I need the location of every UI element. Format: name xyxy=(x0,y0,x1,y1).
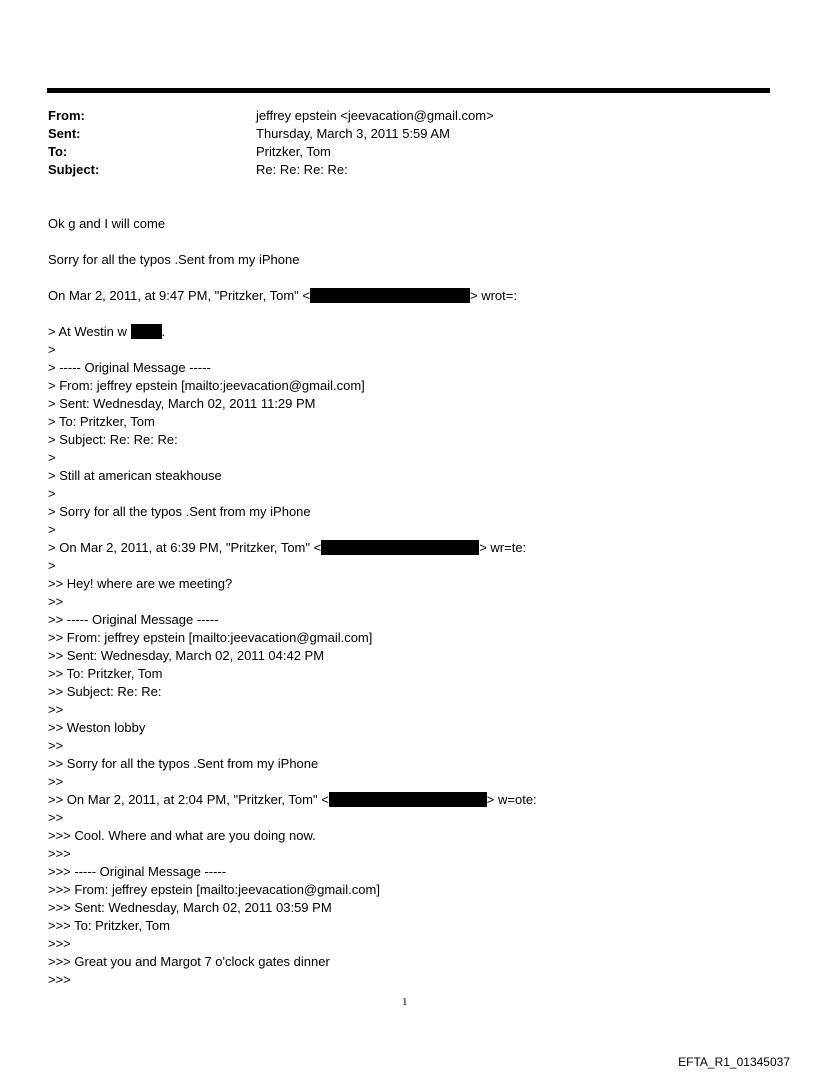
body-line: >> Weston lobby xyxy=(48,720,146,735)
body-line: >> Sent: Wednesday, March 02, 2011 04:42 PM xyxy=(48,648,325,663)
body-line: > xyxy=(48,450,56,465)
body-line: > To: Pritzker, Tom xyxy=(48,414,155,429)
body-line: > xyxy=(48,522,56,537)
body-line: Ok g and I will come xyxy=(48,216,166,231)
subject-label: Subject: xyxy=(48,162,100,177)
quote-attribution-line xyxy=(48,287,517,305)
bates-number: EFTA_R1_01345037 xyxy=(678,1055,790,1069)
body-line: >>> To: Pritzker, Tom xyxy=(48,918,170,933)
body-line: >>> xyxy=(48,972,71,987)
body-line: > xyxy=(48,342,56,357)
body-line: > Still at american steakhouse xyxy=(48,468,222,483)
body-line: > Subject: Re: Re: Re: xyxy=(48,432,178,447)
body-line: >> xyxy=(48,702,64,717)
body-line: >> xyxy=(48,738,64,753)
body-line: >>> From: jeffrey epstein [mailto:jeevacation@gmail.com] xyxy=(48,882,380,897)
redaction-block xyxy=(131,324,162,339)
attribution-text: On Mar 2, 2011, at 9:47 PM, "Pritzker, Tom" < xyxy=(48,288,310,303)
body-line: >> xyxy=(48,594,64,609)
body-text: . xyxy=(161,324,166,339)
body-line: >> To: Pritzker, Tom xyxy=(48,666,163,681)
quote-attribution-line xyxy=(48,539,526,557)
body-line: >>> Great you and Margot 7 o'clock gates dinner xyxy=(48,954,330,969)
body-line: >>> ----- Original Message ----- xyxy=(48,864,227,879)
quote-attribution-line xyxy=(48,791,537,809)
body-line: >>> xyxy=(48,846,71,861)
from-label: From: xyxy=(48,108,85,123)
body-line: >> From: jeffrey epstein [mailto:jeevacation@gmail.com] xyxy=(48,630,373,645)
body-line: >> ----- Original Message ----- xyxy=(48,612,219,627)
body-line: > Sent: Wednesday, March 02, 2011 11:29 PM xyxy=(48,396,316,411)
attribution-text: > w=ote: xyxy=(486,792,537,807)
to-value: Pritzker, Tom xyxy=(256,144,331,159)
body-line: >> xyxy=(48,774,64,789)
body-line: >>> Sent: Wednesday, March 02, 2011 03:59 PM xyxy=(48,900,332,915)
body-line: >> Sorry for all the typos .Sent from my iPhone xyxy=(48,756,319,771)
body-line: >> xyxy=(48,810,64,825)
body-line: >> Subject: Re: Re: xyxy=(48,684,162,699)
redaction-block xyxy=(310,288,470,303)
attribution-text: > On Mar 2, 2011, at 6:39 PM, "Pritzker, Tom" < xyxy=(48,540,322,555)
sent-label: Sent: xyxy=(48,126,81,141)
page-number: 1 xyxy=(402,996,408,1008)
sent-value: Thursday, March 3, 2011 5:59 AM xyxy=(256,126,450,141)
redaction-block xyxy=(321,540,479,555)
attribution-text: >> On Mar 2, 2011, at 2:04 PM, "Pritzker, Tom" < xyxy=(48,792,329,807)
subject-value: Re: Re: Re: Re: xyxy=(256,162,348,177)
attribution-text: > wrot=: xyxy=(470,288,517,303)
body-line: > From: jeffrey epstein [mailto:jeevacation@gmail.com] xyxy=(48,378,365,393)
body-line: >> Hey! where are we meeting? xyxy=(48,576,233,591)
body-text: > At Westin w xyxy=(48,324,127,339)
body-line: >>> Cool. Where and what are you doing now. xyxy=(48,828,316,843)
header-divider-rule xyxy=(47,88,770,93)
body-line: > xyxy=(48,486,56,501)
body-line xyxy=(48,323,165,341)
attribution-text: > wr=te: xyxy=(479,540,527,555)
body-line: > Sorry for all the typos .Sent from my iPhone xyxy=(48,504,311,519)
body-line: Sorry for all the typos .Sent from my iPhone xyxy=(48,252,300,267)
body-line: > xyxy=(48,558,56,573)
redaction-block xyxy=(329,792,487,807)
from-value: jeffrey epstein <jeevacation@gmail.com> xyxy=(256,108,494,123)
body-line: >>> xyxy=(48,936,71,951)
body-line: > ----- Original Message ----- xyxy=(48,360,211,375)
to-label: To: xyxy=(48,144,68,159)
